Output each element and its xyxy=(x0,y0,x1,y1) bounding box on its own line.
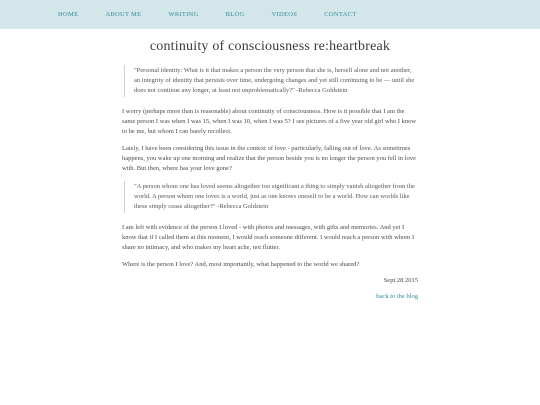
paragraph-1: I worry (perhaps more than is reasonable) about continuity of consciousness. How is it possible that I am the same person I was when I was 15, when I was 10, when I was 5? I see pictures of a five year old girl who I know to be me, but whom I can barely recollect. xyxy=(122,108,417,135)
quote-block-1: "Personal identity: What is it that makes a person the very person that she is, herself alone and not another, an integrity of identity that persists over time, undergoing changes and yet still continuing to be — until she does not continue any longer, at least not unproblematically?" -Rebecca Goldstein xyxy=(124,65,418,97)
post-title: continuity of consciousness re:heartbreak xyxy=(149,39,391,54)
post-date: Sept 28 2015 xyxy=(383,277,418,284)
nav-about-me[interactable]: ABOUT ME xyxy=(105,11,142,18)
paragraph-4: Where is the person I love? And, most importantly, what happened to the world we shared? xyxy=(122,261,360,268)
nav-contact[interactable]: CONTACT xyxy=(324,11,357,18)
blog-post xyxy=(122,29,418,300)
back-to-blog-link[interactable]: back to the blog xyxy=(376,293,418,300)
quote-block-2: "A person whom one has loved seems altogether too significant a thing to simply vanish altogether from the world. A person whom one loves is a world, just as one knows oneself to be a world. How can worlds like these simply cease altogether?" -Rebecca Goldstein xyxy=(124,181,418,213)
top-nav xyxy=(0,0,540,29)
back-link-wrapper xyxy=(122,293,418,300)
nav-blog[interactable]: BLOG xyxy=(225,11,245,18)
paragraph-2: Lately, I have been considering this issue in the context of love - particularly, falling out of love. As sometimes happens, you wake up one morning and realize that the person beside you is no longer the person you fell in love with. But then, where has your love gone? xyxy=(122,145,416,172)
nav-writing[interactable]: WRITING xyxy=(168,11,199,18)
paragraph-3: I am left with evidence of the person I loved - with photos and messages, with gifts and memories. And yet I know that if I called them at this moment, I would reach someone different. I would reach a person with whom I share no intimacy, and who makes my heart ache, not flutter. xyxy=(122,224,415,251)
nav-home[interactable]: HOME xyxy=(58,11,79,18)
nav-videos[interactable]: VIDEOS xyxy=(271,11,298,18)
